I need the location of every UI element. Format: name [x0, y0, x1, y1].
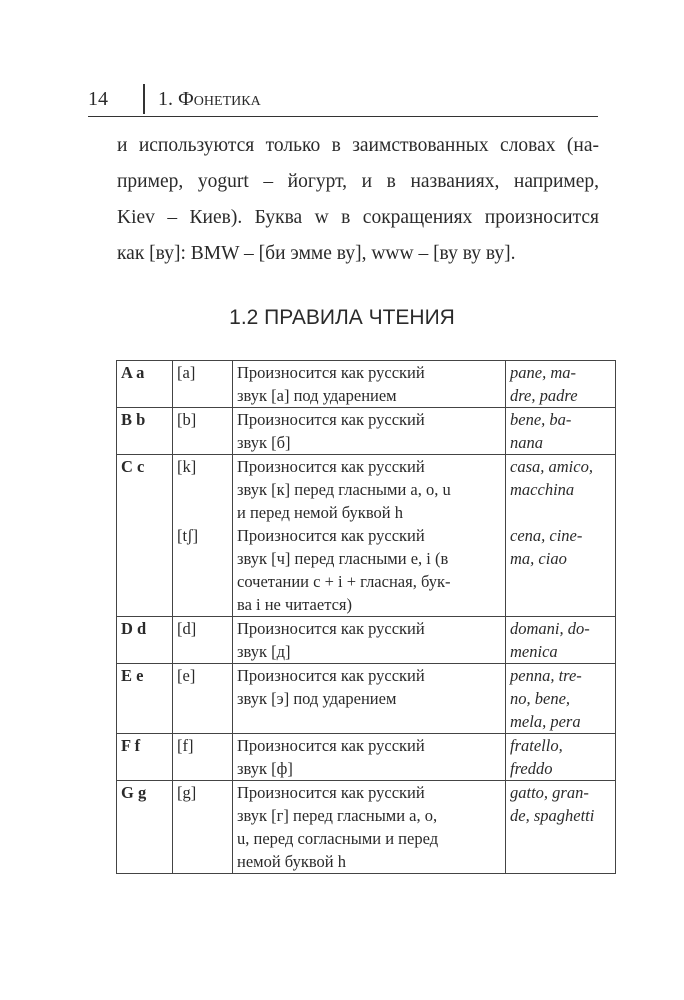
example-line: freddo — [510, 759, 553, 778]
example-line: dre, padre — [510, 386, 578, 405]
body-line: пример, yogurt – йогурт, и в названиях, например, — [117, 171, 599, 192]
sound-cell — [173, 617, 233, 664]
description-line: Произносится как русский — [237, 666, 425, 685]
sound-cell — [173, 408, 233, 455]
example-line: domani, do- — [510, 619, 590, 638]
letter-cell — [117, 664, 173, 734]
letter: E e — [121, 666, 144, 685]
table-row — [117, 408, 616, 455]
example-line: macchina — [510, 480, 575, 499]
table-row — [117, 455, 616, 617]
letter: A a — [121, 363, 145, 382]
running-header — [88, 84, 598, 117]
sound: [tʃ] — [177, 526, 199, 545]
description-cell — [233, 361, 506, 408]
example-line: cena, cine- — [510, 526, 583, 545]
description-line: звук [ч] перед гласными e, i (в — [237, 549, 449, 568]
example-line: mela, pera — [510, 712, 581, 731]
description-line: u, перед согласными и перед — [237, 829, 439, 848]
letter-cell — [117, 455, 173, 617]
letter: F f — [121, 736, 141, 755]
letter: G g — [121, 783, 147, 802]
description-line: звук [а] под ударением — [237, 386, 397, 405]
description-cell — [233, 617, 506, 664]
sound-cell — [173, 781, 233, 874]
description-line: звук [к] перед гласными a, o, u — [237, 480, 451, 499]
header-divider — [143, 84, 145, 114]
example-line: de, spaghetti — [510, 806, 595, 825]
description-line: Произносится как русский — [237, 410, 425, 429]
section-title: 1.2 ПРАВИЛА ЧТЕНИЯ — [229, 306, 455, 329]
description-cell — [233, 734, 506, 781]
example-line: nana — [510, 433, 543, 452]
body-line: как [ву]: BMW – [би эмме ву], www – [ву ву ву]. — [117, 243, 516, 264]
sound-cell — [173, 455, 233, 617]
examples-cell — [506, 664, 616, 734]
description-line: сочетании c + i + гласная, бук- — [237, 572, 451, 591]
reading-rules-table — [116, 360, 616, 874]
description-line: Произносится как русский — [237, 363, 425, 382]
letter-cell — [117, 617, 173, 664]
table-row — [117, 617, 616, 664]
example-line: penna, tre- — [510, 666, 582, 685]
body-paragraph — [117, 128, 599, 272]
examples-cell — [506, 455, 616, 617]
description-line: звук [ф] — [237, 759, 293, 778]
body-line: Kiev – Киев). Буква w в сокращениях произносится — [117, 207, 599, 228]
example-line: no, bene, — [510, 689, 571, 708]
sound-cell — [173, 664, 233, 734]
letter-cell — [117, 734, 173, 781]
examples-cell — [506, 361, 616, 408]
sound-cell — [173, 734, 233, 781]
description-cell — [233, 455, 506, 617]
examples-cell — [506, 408, 616, 455]
letter-cell — [117, 781, 173, 874]
chapter-title: 1. Фонетика — [158, 88, 261, 110]
letter-cell — [117, 361, 173, 408]
examples-cell — [506, 734, 616, 781]
sound: [d] — [177, 619, 197, 638]
example-line: fratello, — [510, 736, 563, 755]
table-row — [117, 664, 616, 734]
sound-cell — [173, 361, 233, 408]
description-line: звук [э] под ударением — [237, 689, 397, 708]
example-line: pane, ma- — [510, 363, 576, 382]
example-line: gatto, gran- — [510, 783, 589, 802]
sound: [e] — [177, 666, 196, 685]
description-line: Произносится как русский — [237, 457, 425, 476]
table-row — [117, 734, 616, 781]
description-line: немой буквой h — [237, 852, 346, 871]
letter: D d — [121, 619, 147, 638]
description-cell — [233, 408, 506, 455]
description-line: звук [д] — [237, 642, 291, 661]
description-cell — [233, 664, 506, 734]
description-line: Произносится как русский — [237, 526, 425, 545]
description-line: Произносится как русский — [237, 783, 425, 802]
letter-cell — [117, 408, 173, 455]
table-row — [117, 781, 616, 874]
letter: B b — [121, 410, 146, 429]
body-line: и используются только в заимствованных словах (на- — [117, 135, 599, 156]
table-row — [117, 361, 616, 408]
page-number: 14 — [88, 88, 108, 110]
sound: [a] — [177, 363, 196, 382]
description-line: звук [б] — [237, 433, 291, 452]
sound: [k] — [177, 457, 197, 476]
example-line: ma, ciao — [510, 549, 567, 568]
description-line: и перед немой буквой h — [237, 503, 403, 522]
sound: [b] — [177, 410, 197, 429]
description-line: ва i не читается) — [237, 595, 353, 614]
sound: [g] — [177, 783, 197, 802]
example-line: casa, amico, — [510, 457, 593, 476]
example-line: menica — [510, 642, 558, 661]
description-line: Произносится как русский — [237, 619, 425, 638]
description-line: Произносится как русский — [237, 736, 425, 755]
description-line: звук [г] перед гласными a, o, — [237, 806, 438, 825]
letter: C c — [121, 457, 145, 476]
sound: [f] — [177, 736, 194, 755]
description-cell — [233, 781, 506, 874]
example-line: bene, ba- — [510, 410, 572, 429]
examples-cell — [506, 617, 616, 664]
examples-cell — [506, 781, 616, 874]
